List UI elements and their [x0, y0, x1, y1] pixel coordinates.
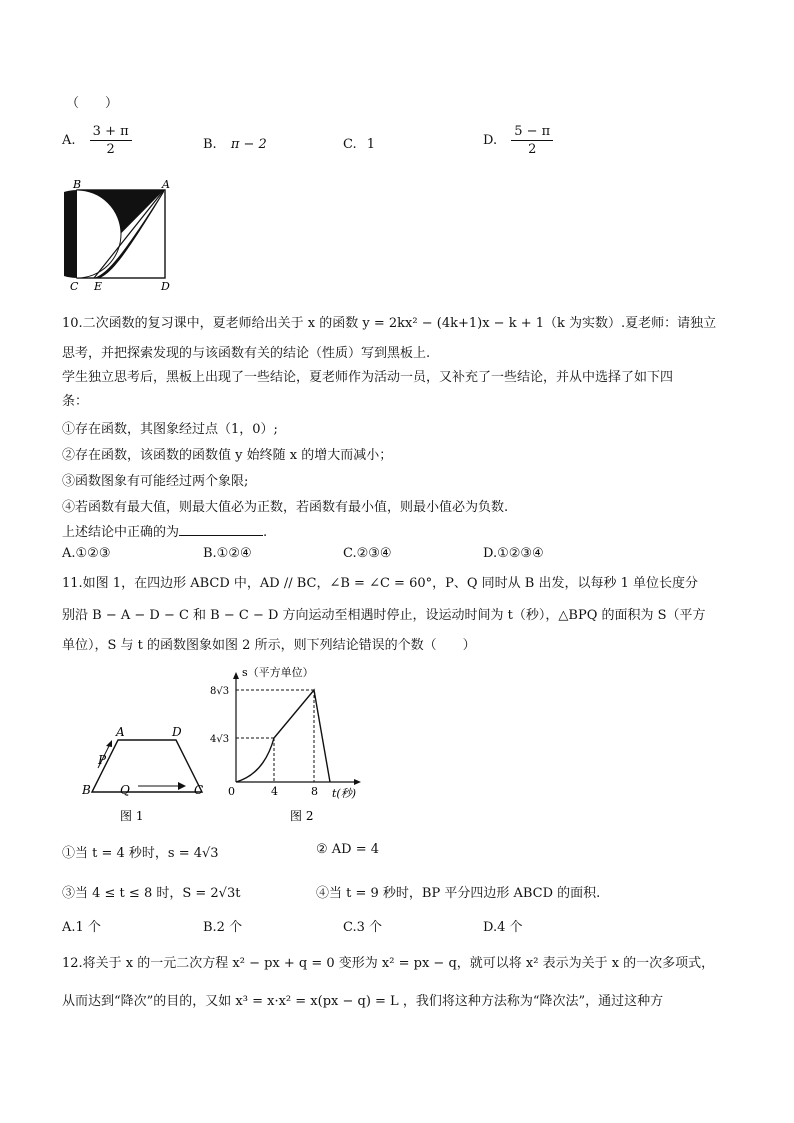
q10-ask: 上述结论中正确的为 . [62, 525, 268, 540]
q10-option-d[interactable]: D.①②③④ [483, 546, 544, 561]
q11-option-b[interactable]: B.2 个 [203, 920, 243, 935]
answer-blank[interactable] [179, 523, 263, 536]
q11-option-d[interactable]: D.4 个 [483, 920, 523, 935]
y-tick-low: 4√3 [210, 734, 230, 745]
fraction-denominator: 2 [106, 142, 115, 157]
option-letter: B. [203, 137, 217, 152]
q11-statement-1: ①当 t = 4 秒时，s = 4√3 [62, 846, 219, 861]
label-a: A [162, 178, 170, 191]
label-b: B [73, 178, 82, 191]
q11-option-c[interactable]: C.3 个 [343, 920, 383, 935]
q11-line-1: 11.如图 1，在四边形 ABCD 中，AD // BC，∠B = ∠C = 60°，P、Q 同时从 B 出发，以每秒 1 单位长度分 [62, 576, 699, 591]
q10-item-2: ②存在函数，该函数的函数值 y 始终随 x 的增大而减小； [62, 448, 393, 463]
q10-line-2: 思考，并把探索发现的与该函数有关的结论（性质）写到黑板上. [62, 346, 431, 361]
label-q: Q [120, 783, 130, 797]
q10-line-1: 10.二次函数的复习课中，夏老师给出关于 x 的函数 y = 2kx² − (4k+1)x − k + 1（k 为实数）.夏老师：请独立 [62, 316, 717, 331]
x-tick-0: 0 [228, 785, 235, 798]
label-e: E [94, 280, 103, 293]
q11-line-2: 别沿 B − A − D − C 和 B − C − D 方向运动至相遇时停止，设运动时间为 t（秒），△BPQ 的面积为 S（平方 [62, 608, 706, 623]
arrow-q-head [178, 782, 186, 790]
fraction-numerator: 3 + π [90, 124, 132, 141]
q9-option-d[interactable] [483, 124, 553, 157]
figure-2-caption: 图 2 [290, 809, 314, 823]
q10-option-a[interactable]: A.①②③ [62, 546, 111, 561]
q9-option-a[interactable] [62, 124, 132, 157]
option-letter: A. [62, 133, 76, 148]
q11-statement-4: ④当 t = 9 秒时，BP 平分四边形 ABCD 的面积. [316, 886, 601, 901]
option-text: π − 2 [230, 137, 267, 152]
y-tick-high: 8√3 [210, 686, 230, 697]
q10-item-3: ③函数图象有可能经过两个象限; [62, 474, 249, 489]
label-d: D [172, 725, 182, 739]
q11-line-3: 单位），S 与 t 的函数图象如图 2 所示，则下列结论错误的个数（ ） [62, 638, 476, 653]
option-letter: C. [343, 137, 357, 152]
q12-line-1: 12.将关于 x 的一元二次方程 x² − px + q = 0 变形为 x² = px − q，就可以将 x² 表示为关于 x 的一次多项式， [62, 956, 715, 971]
fraction-numerator: 5 − π [511, 124, 553, 141]
figure-1-caption: 图 1 [120, 809, 144, 823]
label-c: C [70, 280, 79, 293]
figure-2-graph [208, 662, 368, 830]
option-letter: D. [483, 133, 498, 148]
q10-line-4: 条： [62, 394, 89, 409]
q10-option-b[interactable]: B.①②④ [203, 546, 252, 561]
y-axis-label: s（平方单位） [242, 666, 314, 679]
q11-statement-2: ② AD = 4 [316, 842, 380, 857]
label-a: A [116, 725, 125, 739]
fraction-denominator: 2 [528, 142, 537, 157]
option-text: 1 [366, 137, 376, 152]
figure-1-trapezoid [82, 722, 212, 828]
label-c: C [194, 783, 204, 797]
x-axis-label: t(秒) [332, 787, 357, 800]
x-axis-arrow [354, 779, 361, 785]
answer-paren: （ ） [66, 96, 119, 111]
q9-option-b[interactable] [203, 137, 267, 152]
label-b: B [82, 783, 91, 797]
label-d: D [161, 280, 170, 293]
q10-option-c[interactable]: C.②③④ [343, 546, 392, 561]
x-tick-4: 4 [271, 785, 278, 798]
q10-item-4: ④若函数有最大值，则最大值必为正数，若函数有最小值，则最小值必为负数. [62, 500, 509, 515]
q10-item-1: ①存在函数，其图象经过点（1，0）; [62, 422, 278, 437]
s-t-curve [236, 690, 330, 782]
q9-option-c[interactable] [343, 137, 375, 152]
ask-text: 上述结论中正确的为 [62, 525, 180, 540]
q12-line-2: 从而达到“降次”的目的，又如 x³ = x·x² = x(px − q) = L ，我们将这种方法称为“降次法”，通过这种方 [62, 994, 664, 1009]
label-p: P [98, 753, 107, 767]
q9-square-figure [64, 178, 184, 293]
q10-line-3: 学生独立思考后，黑板上出现了一些结论，夏老师作为活动一员，又补充了一些结论，并从中选择了如下四 [62, 370, 674, 385]
q11-statement-3: ③当 4 ≤ t ≤ 8 时，S = 2√3t [62, 886, 241, 901]
arrow-p-head [106, 740, 112, 747]
x-tick-8: 8 [311, 785, 318, 798]
y-axis-arrow [233, 672, 239, 679]
q11-option-a[interactable]: A.1 个 [62, 920, 101, 935]
